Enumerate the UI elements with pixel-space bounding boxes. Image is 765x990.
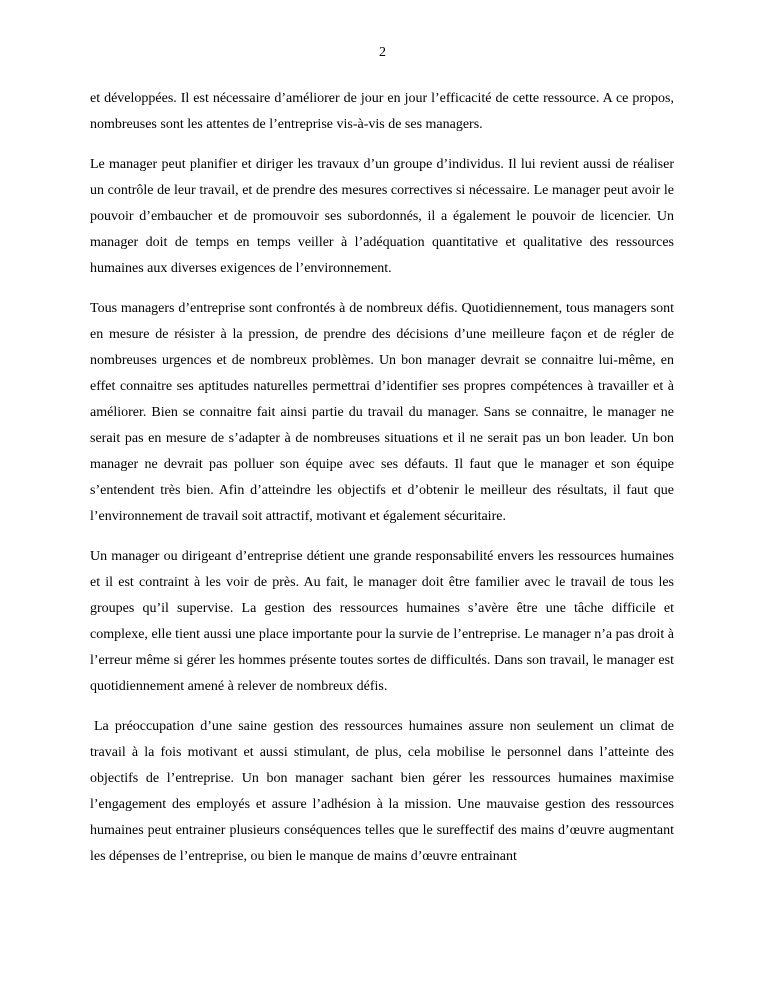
paragraph-1: et développées. Il est nécessaire d’améliorer de jour en jour l’efficacité de cette ressource. A ce propos, nombreuses sont les attentes de l’entreprise vis-à-vis de ses managers.: [90, 91, 674, 132]
paragraph-5: La préoccupation d’une saine gestion des ressources humaines assure non seulement un climat de travail à la fois motivant et aussi stimulant, de plus, cela mobilise le personnel dans l’atteinte des objectifs de l’entreprise. Un bon manager sachant bien gérer les ressources humaines maximise l’engagement des employés et assure l’adhésion à la mission. Une mauvaise gestion des ressources humaines peut entrainer plusieurs conséquences telles que le sureffectif des mains d’œuvre augmentant les dépenses de l’entreprise, ou bien le manque de mains d’œuvre entrainant: [90, 719, 674, 864]
paragraph-3: Tous managers d’entreprise sont confrontés à de nombreux défis. Quotidiennement, tous managers sont en mesure de résister à la pression, de prendre des décisions d’une meilleure façon et de régler de nombreuses urgences et de nombreux problèmes. Un bon manager devrait se connaitre lui-même, en effet connaitre ses aptitudes naturelles permettrai d’identifier ses propres compétences à travailler et à améliorer. Bien se connaitre fait ainsi partie du travail du manager. Sans se connaitre, le manager ne serait pas en mesure de s’adapter à de nombreuses situations et il ne serait pas un bon leader. Un bon manager ne devrait pas polluer son équipe avec ses défauts. Il faut que le manager et son équipe s’entendent très bien. Afin d’atteindre les objectifs et d’obtenir le meilleur des résultats, il faut que l’environnement de travail soit attractif, motivant et également sécuritaire.: [90, 301, 674, 524]
paragraph-2: Le manager peut planifier et diriger les travaux d’un groupe d’individus. Il lui revient aussi de réaliser un contrôle de leur travail, et de prendre des mesures correctives si nécessaire. Le manager peut avoir le pouvoir d’embaucher et de promouvoir ses subordonnés, il a également le pouvoir de licencier. Un manager doit de temps en temps veiller à l’adéquation quantitative et qualitative des ressources humaines aux diverses exigences de l’environnement.: [90, 157, 674, 276]
page-number: 2: [379, 45, 386, 60]
paragraph-4: Un manager ou dirigeant d’entreprise détient une grande responsabilité envers les ressources humaines et il est contraint à les voir de près. Au fait, le manager doit être familier avec le travail de tous les groupes qu’il supervise. La gestion des ressources humaines s’avère être une tâche difficile et complexe, elle tient aussi une place importante pour la survie de l’entreprise. Le manager n’a pas droit à l’erreur même si gérer les hommes présente toutes sortes de difficultés. Dans son travail, le manager est quotidiennement amené à relever de nombreux défis.: [90, 549, 674, 694]
document-body: [90, 86, 674, 884]
